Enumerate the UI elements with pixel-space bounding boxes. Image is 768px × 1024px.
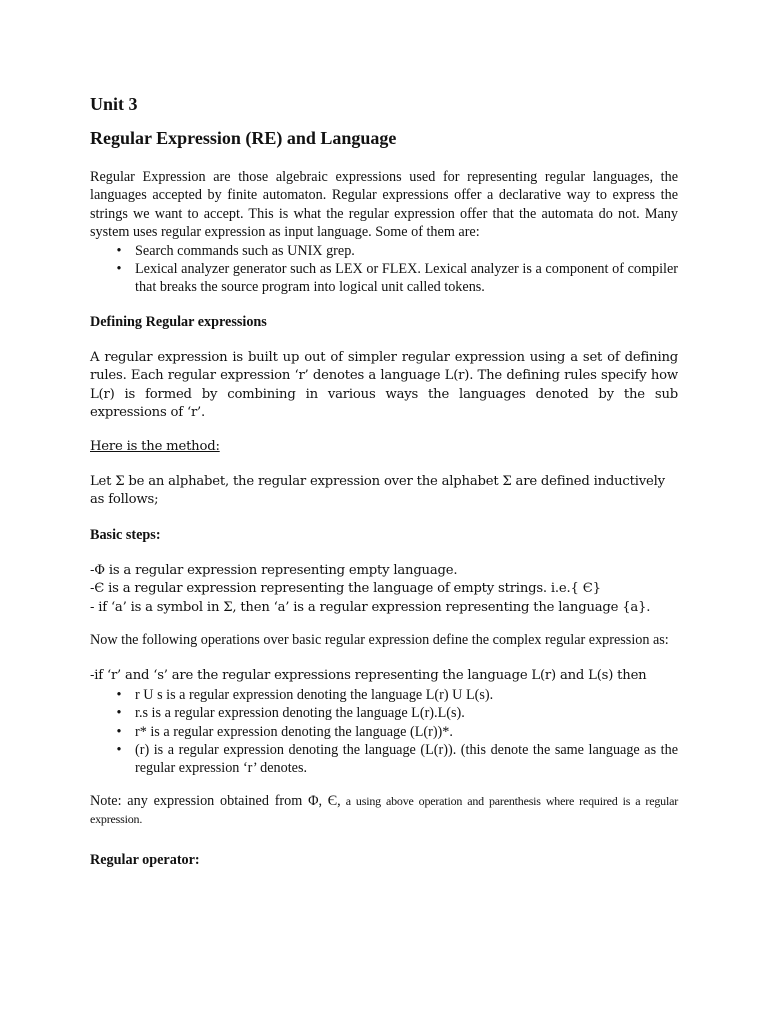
list-item-text: Search commands such as UNIX grep. bbox=[135, 242, 355, 259]
bullet-icon: • bbox=[116, 723, 122, 740]
note-paragraph bbox=[90, 792, 678, 829]
regular-operator-heading: Regular operator: bbox=[90, 851, 200, 868]
method-label: Here is the method: bbox=[90, 439, 220, 455]
list-item-text: r.s is a regular expression denoting the language L(r).L(s). bbox=[135, 705, 465, 722]
operations-paragraph: Now the following operations over basic regular expression define the complex regular expression as: bbox=[90, 631, 669, 648]
list-item-text: Lexical analyzer generator such as LEX or FLEX. Lexical analyzer is a component of compiler that breaks the source program into logical unit called tokens. bbox=[135, 261, 678, 296]
basic-steps-heading: Basic steps: bbox=[90, 526, 161, 543]
list-item-text: r* is a regular expression denoting the language (L(r))*. bbox=[135, 723, 453, 740]
basic-steps bbox=[90, 562, 678, 617]
bullet-icon: • bbox=[116, 705, 122, 722]
list-item bbox=[90, 723, 678, 741]
note-prefix: Note: any expression obtained from Φ, Є, bbox=[90, 792, 341, 809]
uses-list bbox=[90, 242, 678, 297]
basic-step: -Є is a regular expression representing the language of empty strings. i.e.{ Є} bbox=[90, 581, 601, 597]
bullet-icon: • bbox=[116, 686, 122, 703]
bullet-icon: • bbox=[116, 741, 122, 758]
alphabet-paragraph bbox=[90, 473, 678, 510]
defining-heading: Defining Regular expressions bbox=[90, 313, 267, 330]
list-item-text: (r) is a regular expression denoting the language (L(r)). (this denote the same language as the regular expression ‘r’ denotes. bbox=[135, 741, 678, 777]
defining-paragraph bbox=[90, 349, 678, 423]
intro-paragraph: Regular Expression are those algebraic expressions used for representing regular languages, the languages accepted by finite automaton. Regular expressions offer a declarative way to express the strings we want to accept. This is what the regular expression offer that the automata do not. Many system uses regular expression as input language. Some of them are: bbox=[90, 169, 678, 241]
unit-title: Unit 3 bbox=[90, 94, 138, 114]
basic-step: -Φ is a regular expression representing empty language. bbox=[90, 562, 458, 578]
list-item bbox=[90, 704, 678, 722]
basic-step: - if ‘a’ is a symbol in Σ, then ‘a’ is a regular expression representing the language {a}. bbox=[90, 599, 651, 615]
bullet-icon: • bbox=[116, 242, 122, 259]
note-rest: a using above operation and parenthesis where required is a regular expression. bbox=[90, 793, 679, 827]
list-item bbox=[90, 260, 678, 297]
alphabet-line: as follows; bbox=[90, 492, 159, 508]
list-item bbox=[90, 686, 678, 704]
section-title: Regular Expression (RE) and Language bbox=[90, 128, 397, 148]
list-item-text: r U s is a regular expression denoting the language L(r) U L(s). bbox=[135, 686, 494, 703]
page-content bbox=[90, 92, 678, 869]
if-line: -if ‘r’ and ‘s’ are the regular expressions representing the language L(r) and L(s) then bbox=[90, 668, 647, 684]
defining-paragraph-text: A regular expression is built up out of simpler regular expression using a set of defining rules. Each regular expression ‘r’ denotes a language L(r). The defining rules specify how L(r) is formed by combining in various ways the languages denoted by the sub expressions of ‘r’. bbox=[90, 349, 678, 421]
list-item bbox=[90, 741, 678, 778]
list-item bbox=[90, 242, 678, 260]
alphabet-line: Let Σ be an alphabet, the regular expression over the alphabet Σ are defined inductively bbox=[90, 473, 665, 489]
operations-list bbox=[90, 686, 678, 778]
bullet-icon: • bbox=[116, 261, 122, 278]
